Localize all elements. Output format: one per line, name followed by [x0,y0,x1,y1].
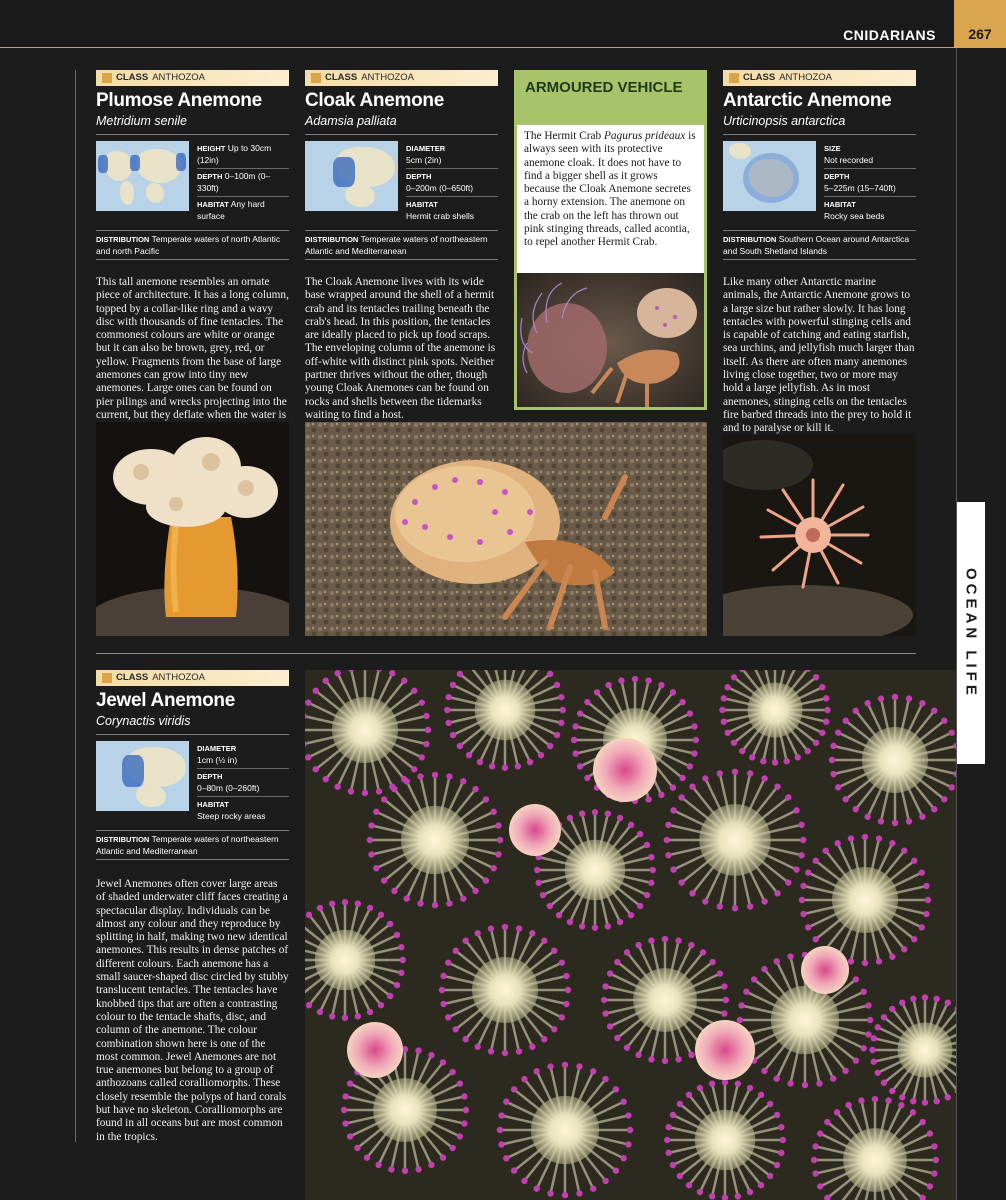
feature-box-text: The Hermit Crab Pagurus prideaux is always seen with its protective anemone cloak. It does not have to find a bigger shell as it grows because the Cloak Anemone secretes a horny extension. The anemone on the crab on the left has thrown out pink stinging threads, called acontia, to repel another Hermit Crab. [524,130,696,249]
class-square-icon [729,73,739,83]
distribution-map-icon [96,741,189,811]
hermit-crab-photo [517,273,704,410]
species-latin-name: Adamsia palliata [305,114,498,135]
page-number: 267 [954,0,1006,48]
class-tag: CLASS ANTHOZOA [96,70,289,86]
class-tag: CLASS ANTHOZOA [305,70,498,86]
distribution-map-icon [96,141,189,211]
side-tab-label: OCEAN LIFE [962,567,980,699]
antarctic-anemone-photo [723,435,916,636]
species-name: Jewel Anemone [96,690,235,711]
species-description: Jewel Anemones often cover large areas of shaded underwater cliff faces creating a spectacular display. Individuals can be almost any colour and they reproduce by splitting in half, making two new identical anemones. This results in dense patches of different colours. Each anemone has a small saucer-shaped disc circled by stubby translucent tentacles. The tentacles have knobbed tips that are often a contrasting colour to the tentacle shafts, disc, and column of the anemone. The colour combination shown here is one of the most common. Jewel Anemones are not true anemones but belong to a group of anthozoans called coralliomorphs. These closely resemble the polyps of hard corals but have no skeleton. Coralliomorphs are found in all oceans but are most common in the tropics. [96,878,289,1143]
page-header [0,0,1006,48]
species-name: Cloak Anemone [305,90,444,111]
species-description: The Cloak Anemone lives with its wide base wrapped around the shell of a hermit crab and its tentacles trailing beneath the crab's head. In this position, the tentacles are ideally placed to pick up food scraps. The enveloping column of the anemone is off-white with distinct pink spots. Neither partner thrives without the other, though young Cloak Anemones can be found on rocks and shells between the tidemarks waiting to find a host. [305,276,496,421]
cloak-anemone-photo [305,422,707,636]
class-square-icon [102,673,112,683]
species-description: This tall anemone resembles an ornate piece of architecture. It has a long column, topped by a collar-like ring and a wavy disc with thousands of fine tentacles. The commonest colours are white or orange but it can also be brown, grey, red, or yellow. Fragments from the base of large anemones can grow into tiny new anemones. Large ones can be found on pier pilings and wrecks projecting into the current, but they deflate when the water is [96,276,289,421]
species-facts: DIAMETER 5cm (2in) DEPTH 0–200m (0–650ft) HABITAT Hermit crab shells [406,141,498,224]
section-title: CNIDARIANS [843,27,936,43]
jewel-anemone-photo [305,670,956,1200]
plumose-anemone-photo [96,422,289,636]
species-entry-jewel [96,670,289,1144]
species-info [96,741,289,824]
species-info [305,141,498,224]
row-divider [96,653,916,654]
species-entry-plumose [96,70,289,436]
species-description: Like many other Antarctic marine animals, the Antarctic Anemone grows to a large size but rather slowly. It has long tentacles with powerful stinging cells and is capable of catching and eating starfish, sea urchins, and jellyfish much larger than itself. As there are often many anemones living close together, two or more may hold a large jellyfish. As in most anemones, stinging cells on the tentacles fire barbed threads into the prey to hold it and to paralyse or kill it. [723,276,915,435]
feature-box-armoured-vehicle [514,70,707,410]
species-latin-name: Urticinopsis antarctica [723,114,916,135]
species-facts: HEIGHT Up to 30cm (12in) DEPTH 0–100m (0–330ft) HABITAT Any hard surface [197,141,289,224]
feature-box-title: ARMOURED VEHICLE [517,73,704,125]
species-facts: SIZE Not recorded DEPTH 5–225m (15–740ft) HABITAT Rocky sea beds [824,141,916,224]
distribution: DISTRIBUTION Southern Ocean around Antarctica and South Shetland Islands [723,230,916,260]
species-latin-name: Metridium senile [96,114,289,135]
class-tag: CLASS ANTHOZOA [723,70,916,86]
species-info [723,141,916,224]
distribution: DISTRIBUTION Temperate waters of north Atlantic and north Pacific [96,230,289,260]
class-tag: CLASS ANTHOZOA [96,670,289,686]
distribution-map-icon [305,141,398,211]
class-square-icon [311,73,321,83]
species-name: Plumose Anemone [96,90,262,111]
distribution: DISTRIBUTION Temperate waters of northeastern Atlantic and Mediterranean [305,230,498,260]
species-entry-cloak [305,70,498,422]
species-name: Antarctic Anemone [723,90,892,111]
species-info [96,141,289,224]
distribution-map-icon [723,141,816,211]
species-entry-antarctic [723,70,916,436]
distribution: DISTRIBUTION Temperate waters of northeastern Atlantic and Mediterranean [96,830,289,860]
column-rule [75,70,76,1142]
species-facts: DIAMETER 1cm (½ in) DEPTH 0–80m (0–260ft) HABITAT Steep rocky areas [197,741,289,824]
class-square-icon [102,73,112,83]
species-latin-name: Corynactis viridis [96,714,289,735]
section-side-tab [957,502,985,764]
